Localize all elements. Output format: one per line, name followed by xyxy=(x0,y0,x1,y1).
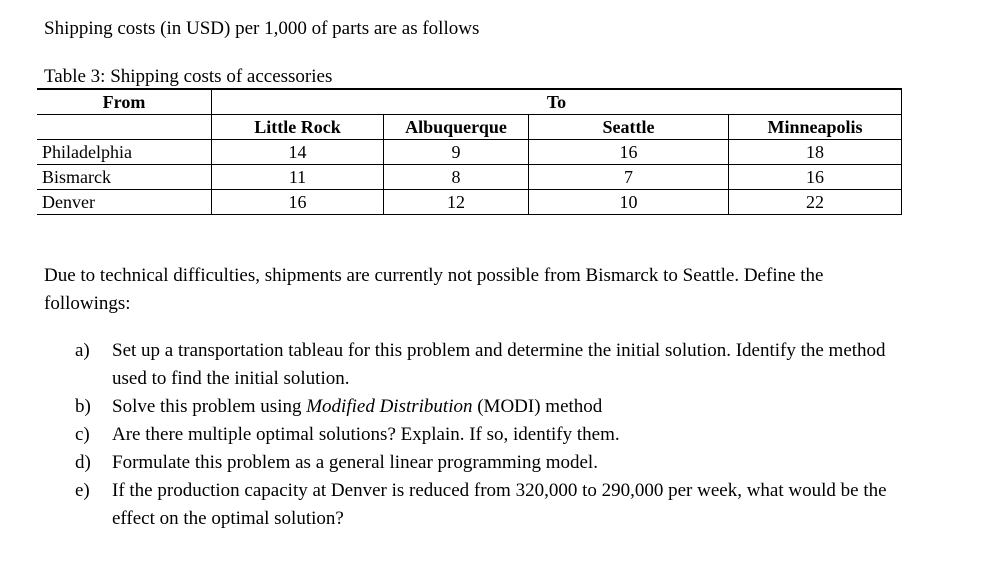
item-label: e) xyxy=(75,480,90,501)
item-text-post: (MODI) method xyxy=(472,396,603,417)
cost-cell: 10 xyxy=(529,190,729,215)
cost-cell: 14 xyxy=(212,140,384,165)
cost-cell: 18 xyxy=(729,140,902,165)
item-label: c) xyxy=(75,424,90,445)
list-item xyxy=(75,449,915,477)
cost-cell: 22 xyxy=(729,190,902,215)
column-header: Little Rock xyxy=(212,115,384,140)
table-row xyxy=(37,140,902,165)
question-list xyxy=(75,337,915,533)
column-header: Seattle xyxy=(529,115,729,140)
column-header: Albuquerque xyxy=(384,115,529,140)
list-item xyxy=(75,393,915,421)
item-label: b) xyxy=(75,396,91,417)
item-text: Set up a transportation tableau for this problem and determine the initial solution. Identify the method used to find the initial solution. xyxy=(112,340,886,389)
destination-header-row xyxy=(37,115,902,140)
list-item xyxy=(75,337,915,393)
cost-cell: 16 xyxy=(529,140,729,165)
cost-cell: 12 xyxy=(384,190,529,215)
cost-cell: 16 xyxy=(729,165,902,190)
item-text: Formulate this problem as a general linear programming model. xyxy=(112,452,598,473)
cost-cell: 11 xyxy=(212,165,384,190)
cost-cell: 8 xyxy=(384,165,529,190)
intro-text: Shipping costs (in USD) per 1,000 of parts are as follows xyxy=(44,18,480,39)
item-text: Are there multiple optimal solutions? Explain. If so, identify them. xyxy=(112,424,620,445)
table-header-row xyxy=(37,89,902,115)
item-text: If the production capacity at Denver is reduced from 320,000 to 290,000 per week, what would be the effect on the optimal solution? xyxy=(112,480,887,529)
list-item xyxy=(75,421,915,449)
table-caption: Table 3: Shipping costs of accessories xyxy=(44,66,333,87)
from-header: From xyxy=(37,89,212,115)
cost-cell: 9 xyxy=(384,140,529,165)
list-item xyxy=(75,477,915,533)
problem-paragraph: Due to technical difficulties, shipments are currently not possible from Bismarck to Seattle. Define the followings: xyxy=(44,265,824,314)
item-label: d) xyxy=(75,452,91,473)
item-text-pre: Solve this problem using xyxy=(112,396,307,417)
shipping-cost-table xyxy=(37,88,902,215)
table-row xyxy=(37,190,902,215)
item-label: a) xyxy=(75,340,90,361)
column-header: Minneapolis xyxy=(729,115,902,140)
cost-cell: 16 xyxy=(212,190,384,215)
origin-cell: Philadelphia xyxy=(37,140,212,165)
item-text-italic: Modified Distribution xyxy=(306,396,473,417)
cost-cell: 7 xyxy=(529,165,729,190)
table-row xyxy=(37,165,902,190)
to-header: To xyxy=(212,89,902,115)
origin-cell: Bismarck xyxy=(37,165,212,190)
origin-cell: Denver xyxy=(37,190,212,215)
